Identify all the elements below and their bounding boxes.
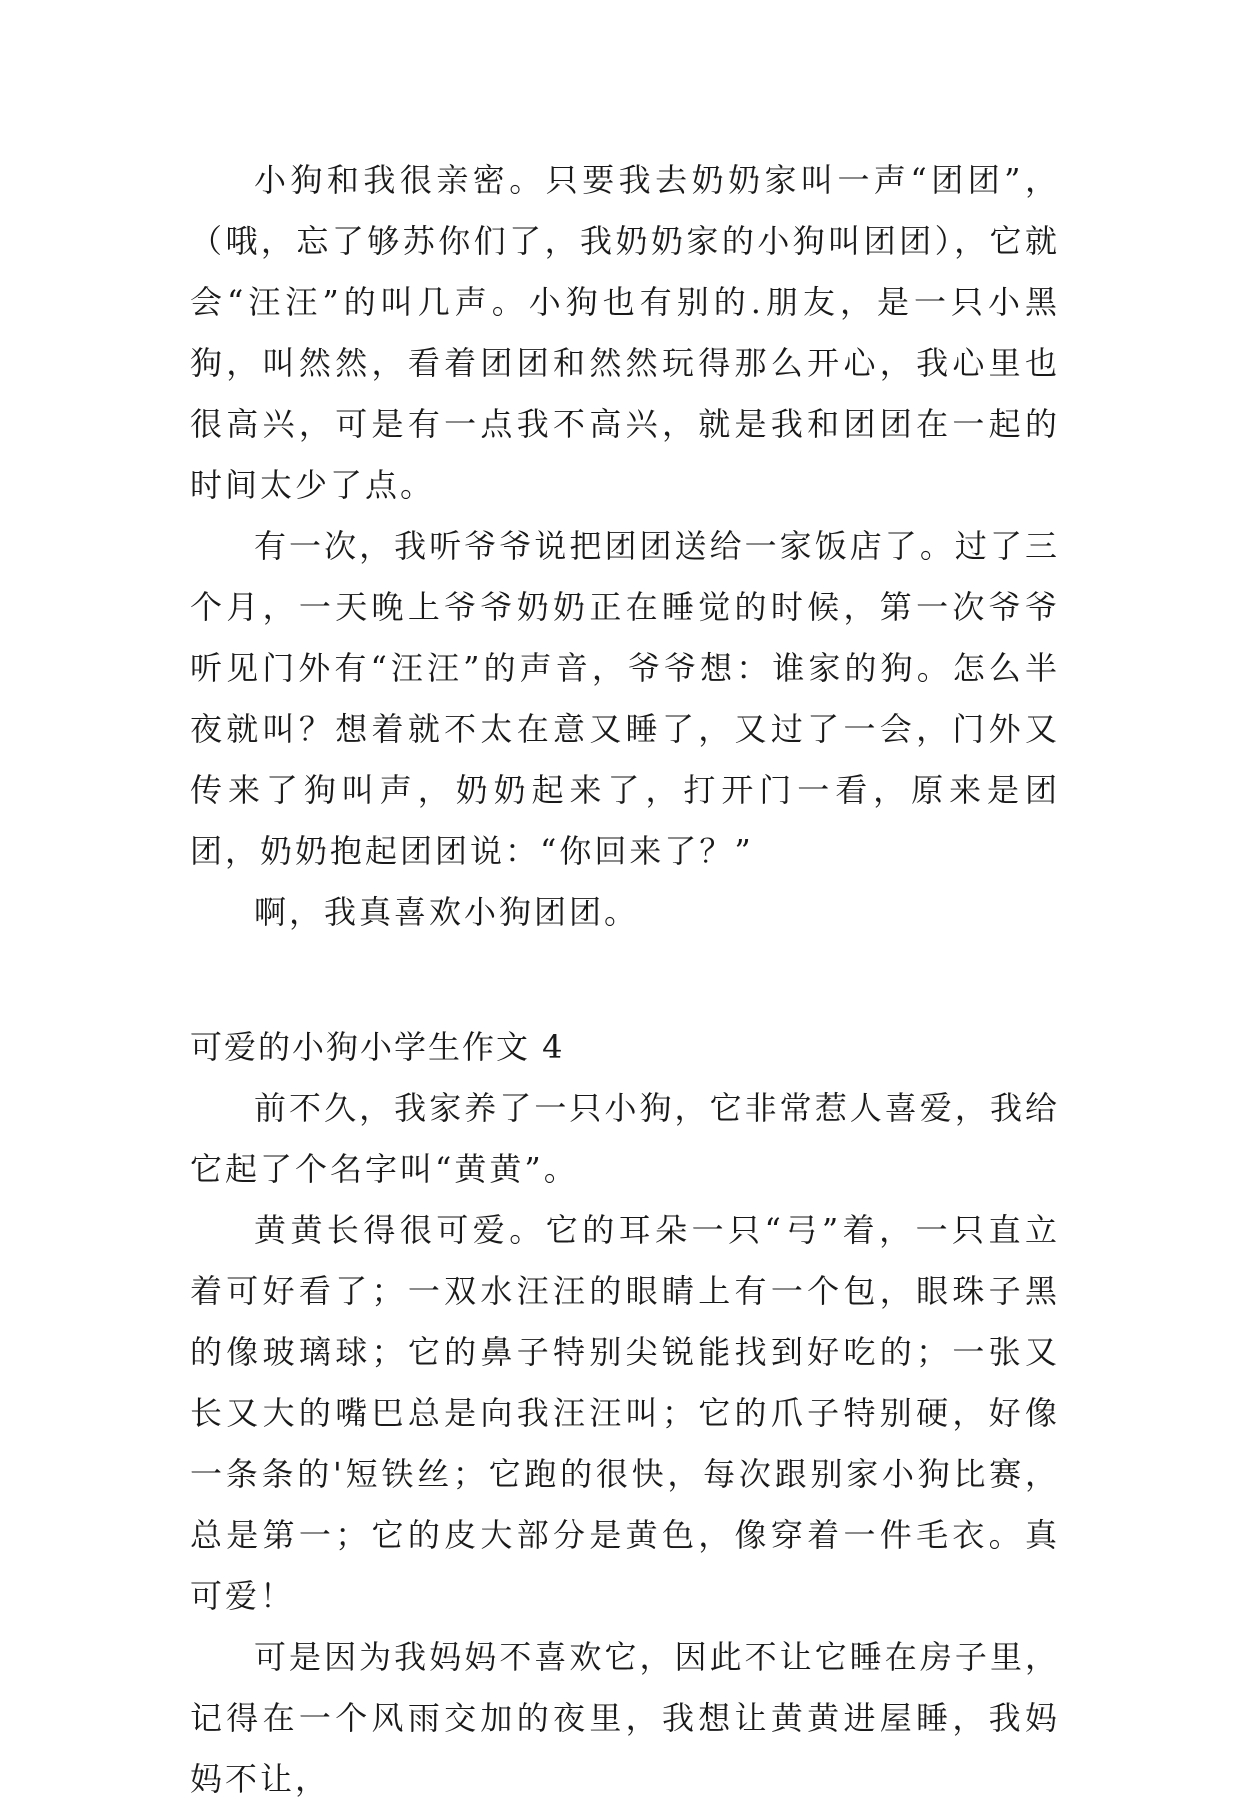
section-title: 可爱的小狗小学生作文 4 bbox=[190, 1028, 565, 1066]
paragraph: 可是因为我妈妈不喜欢它，因此不让它睡在房子里，记得在一个风雨交加的夜里，我想让黄黄进屋睡，我妈妈不让， bbox=[190, 1638, 1060, 1798]
document-page bbox=[190, 150, 1060, 1810]
paragraph: 有一次，我听爷爷说把团团送给一家饭店了。过了三个月，一天晚上爷爷奶奶正在睡觉的时候，第一次爷爷听见门外有“汪汪”的声音，爷爷想：谁家的狗。怎么半夜就叫？想着就不太在意又睡了，又过了一会，门外又传来了狗叫声，奶奶起来了，打开门一看，原来是团团，奶奶抱起团团说：“你回来了？” bbox=[190, 527, 1060, 870]
paragraph: 前不久，我家养了一只小狗，它非常惹人喜爱，我给它起了个名字叫“黄黄”。 bbox=[190, 1089, 1060, 1188]
paragraph: 小狗和我很亲密。只要我去奶奶家叫一声“团团”，（哦，忘了够苏你们了，我奶奶家的小狗叫团团），它就会“汪汪”的叫几声。小狗也有别的.朋友，是一只小黑狗，叫然然，看着团团和然然玩得那么开心，我心里也很高兴，可是有一点我不高兴，就是我和团团在一起的时间太少了点。 bbox=[190, 161, 1060, 504]
paragraph: 黄黄长得很可爱。它的耳朵一只“弓”着，一只直立着可好看了；一双水汪汪的眼睛上有一个包，眼珠子黑的像玻璃球；它的鼻子特别尖锐能找到好吃的；一张又长又大的嘴巴总是向我汪汪叫；它的爪子特别硬，好像一条条的'短铁丝；它跑的很快，每次跟别家小狗比赛，总是第一；它的皮大部分是黄色，像穿着一件毛衣。真可爱！ bbox=[190, 1211, 1060, 1615]
paragraph: 啊，我真喜欢小狗团团。 bbox=[254, 893, 640, 931]
